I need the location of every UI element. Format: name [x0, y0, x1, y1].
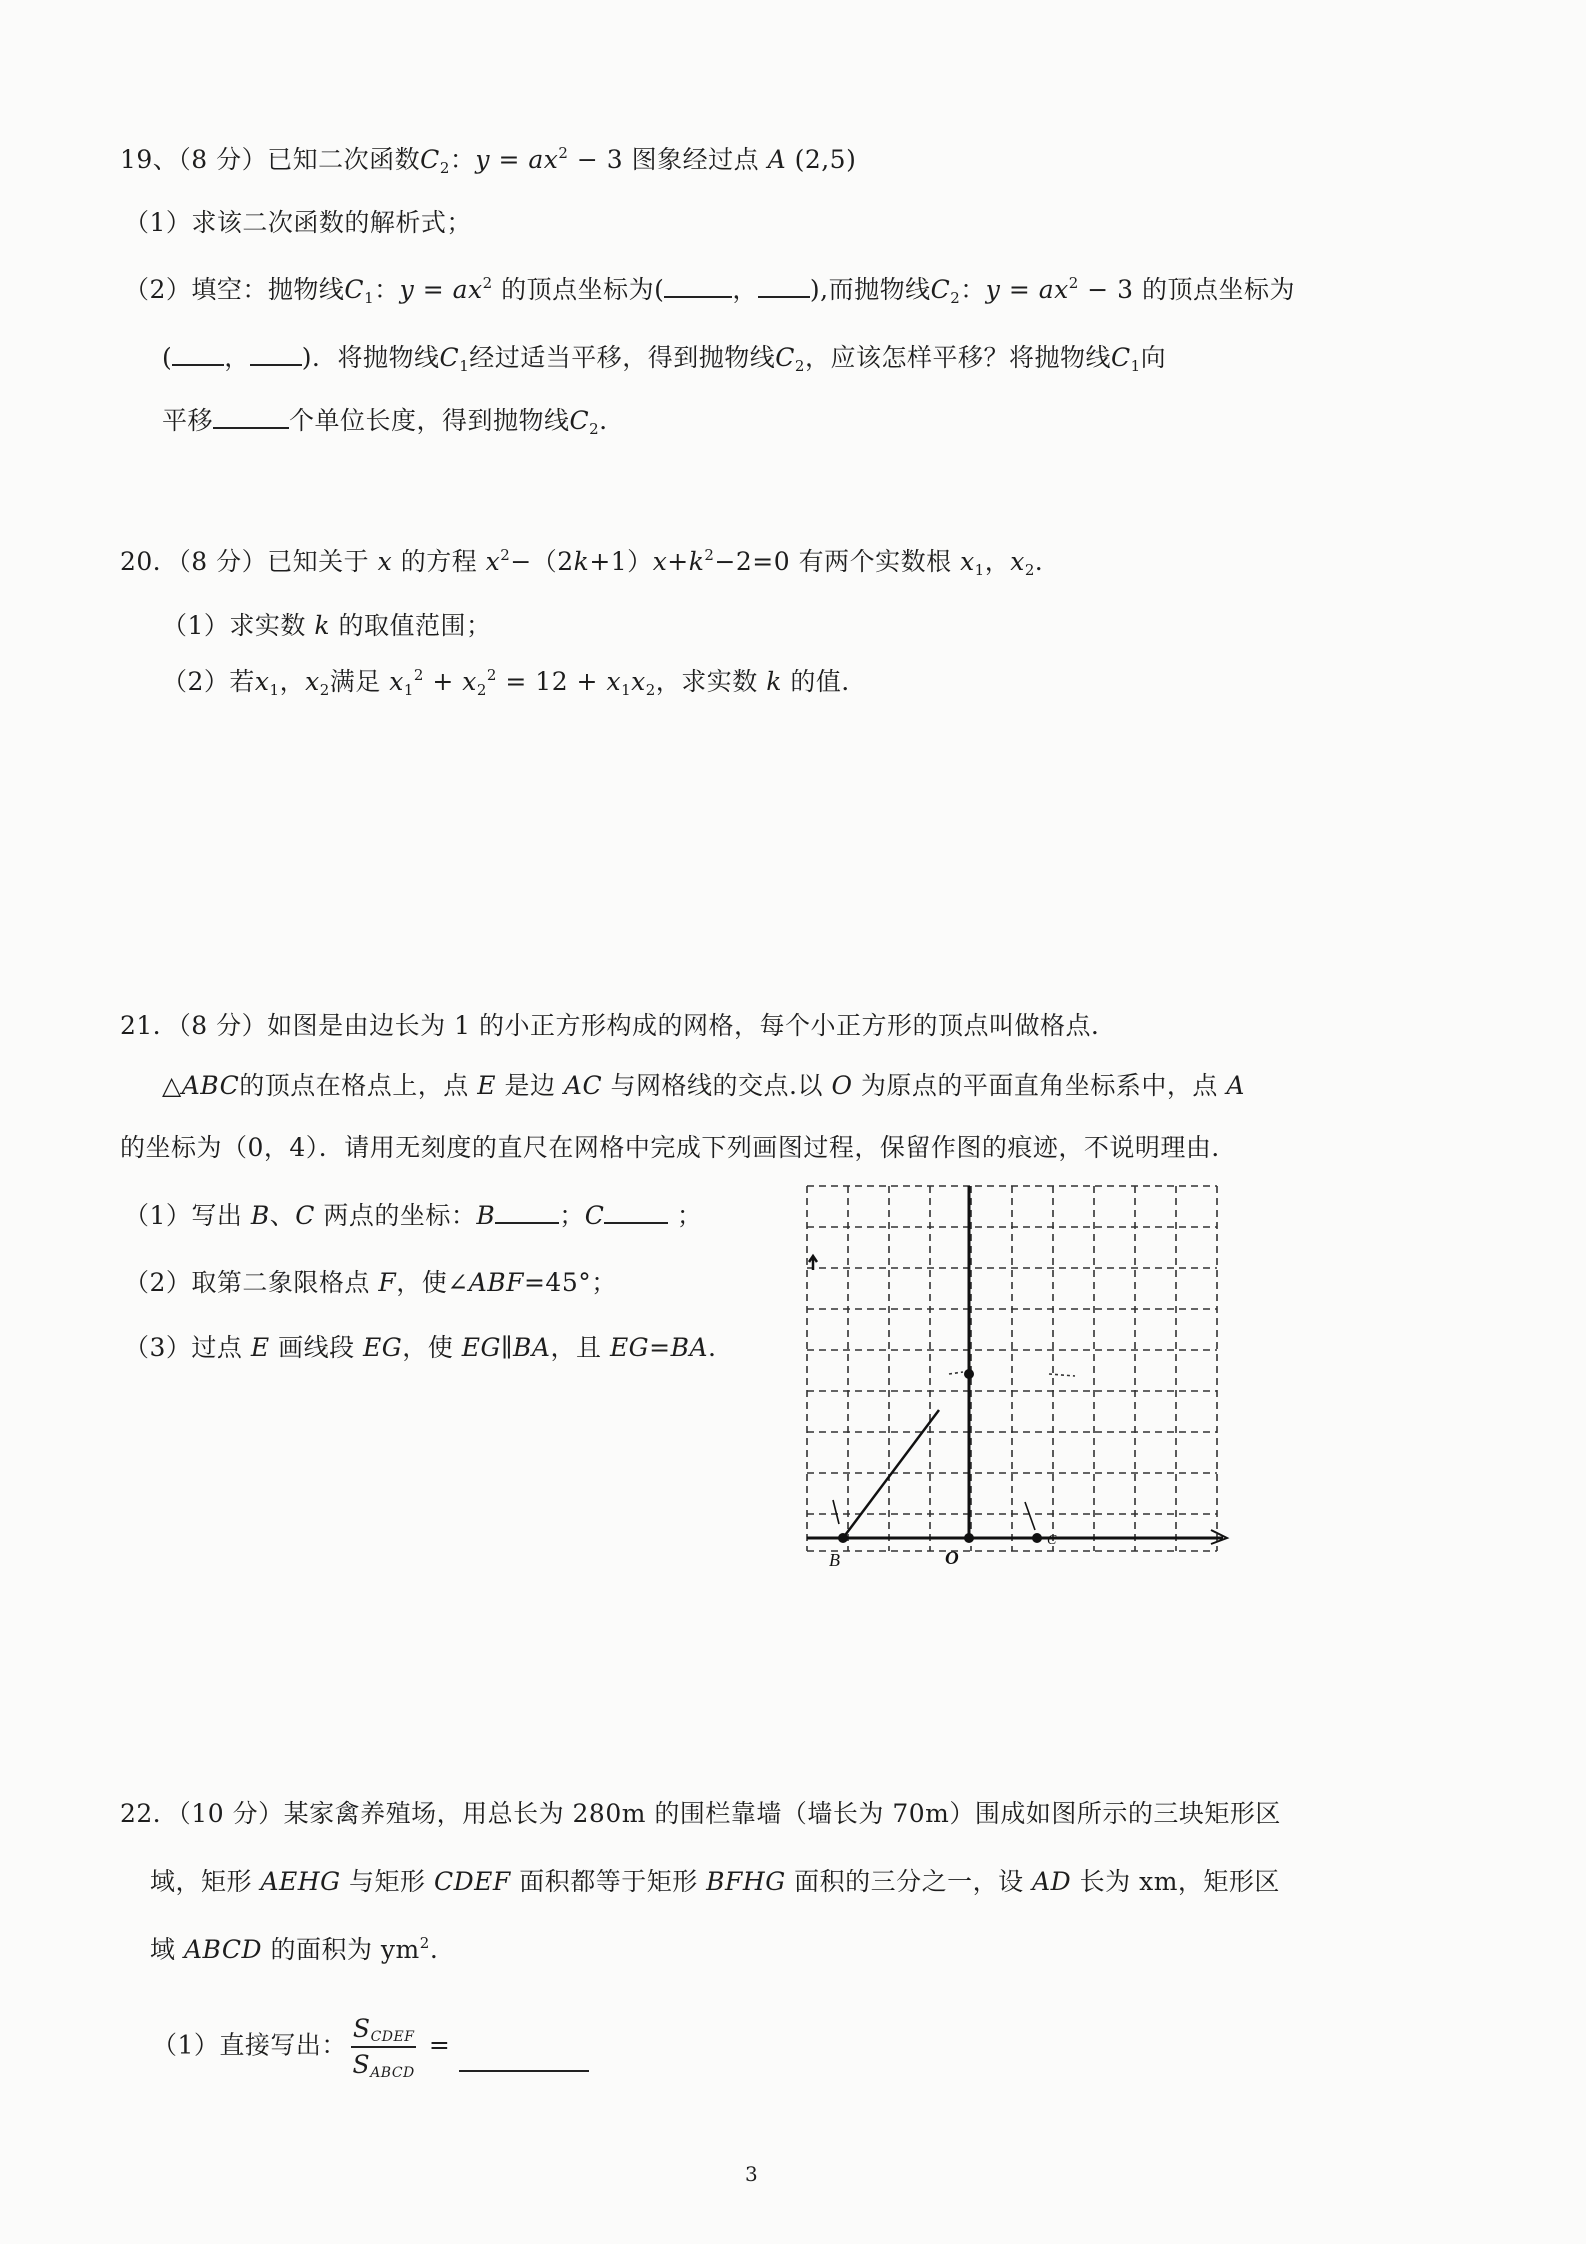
q21-part3: （3）过点 E 画线段 EG，使 EG∥BA，且 EG=BA．: [124, 1333, 734, 1362]
tick-mark-b: [833, 1500, 839, 1524]
page-number: 3: [745, 2162, 758, 2186]
coordinate-grid[interactable]: [803, 1178, 1243, 1583]
point-o[interactable]: [964, 1533, 974, 1543]
answer-blank[interactable]: [604, 1200, 668, 1224]
q21-part1: （1）写出 B、C 两点的坐标：B ；C ；: [124, 1201, 703, 1230]
q20-part1: （1）求实数 k 的取值范围；: [162, 611, 492, 640]
q21-line3: 的坐标为（0，4）．请用无刻度的直尺在网格中完成下列画图过程，保留作图的痕迹，不说明理由．: [120, 1133, 1237, 1162]
point-b[interactable]: [838, 1533, 848, 1543]
q21-part2: （2）取第二象限格点 F，使∠ABF=45°；: [124, 1268, 617, 1297]
q19-heading: 19、（8 分）已知二次函数$C_2$：$y = ax^2 - 3$ 图象经过点 A (2,5): [120, 144, 857, 177]
q22-heading: 22．（10 分）某家禽养殖场，用总长为 280m 的围栏靠墙（墙长为 70m）围成如图所示的三块矩形区: [120, 1799, 1281, 1828]
q22-line3: 域 ABCD 的面积为 $ym^2$.: [150, 1934, 439, 1964]
q19-line4: 平移 个单位长度，得到抛物线$C_2$．: [162, 406, 625, 438]
point-c[interactable]: [1032, 1533, 1042, 1543]
q20-heading: 20．（8 分）已知关于 x 的方程 $x^2-(2k+1)x+k^2-2=0$ 有两个实数根 $x_1$，$x_2$．: [120, 546, 1061, 579]
q22-line2: 域，矩形 AEHG 与矩形 CDEF 面积都等于矩形 BFHG 面积的三分之一，设 AD 长为 xm，矩形区: [150, 1867, 1280, 1896]
q21-line2: △ABC的顶点在格点上，点 E 是边 AC 与网格线的交点.以 O 为原点的平面直角坐标系中，点 A: [162, 1071, 1245, 1100]
answer-blank[interactable]: [250, 342, 302, 366]
label-c: C: [1047, 1533, 1057, 1548]
answer-blank[interactable]: [459, 2048, 589, 2072]
q20-part2: （2）若$x_1$，$x_2$满足 $x_1^2 + x_2^2 = 12 + x_1x_2$，求实数 k 的值．: [162, 666, 867, 699]
label-o: O: [945, 1548, 959, 1569]
sketch-dash-2: [1049, 1374, 1075, 1376]
point-a[interactable]: [964, 1369, 974, 1379]
q19-line3: ( ， )．将抛物线$C_1$经过适当平移，得到抛物线$C_2$，应该怎样平移？将抛物线$C_1$向: [162, 343, 1167, 375]
tick-mark-c: [1025, 1502, 1035, 1530]
answer-blank[interactable]: [213, 405, 289, 429]
q21-heading: 21．（8 分）如图是由边长为 1 的小正方形构成的网格，每个小正方形的顶点叫做格点．: [120, 1011, 1117, 1040]
answer-blank[interactable]: [172, 342, 224, 366]
answer-blank[interactable]: [664, 274, 732, 298]
q19-part2: （2）填空：抛物线$C_1$：$y = ax^2$ 的顶点坐标为( ， ),而抛物线$C_2$：$y = ax^2 - 3$ 的顶点坐标为: [124, 274, 1296, 307]
segment-ba: [843, 1410, 939, 1538]
label-b: B: [829, 1550, 840, 1570]
answer-blank[interactable]: [758, 274, 810, 298]
area-ratio-fraction: $\frac{S_{CDEF}}{S_{ABCD}}$: [352, 2014, 415, 2081]
q19-part1: （1）求该二次函数的解析式；: [124, 208, 472, 237]
grid-lines: [807, 1186, 1217, 1551]
answer-blank[interactable]: [495, 1200, 559, 1224]
q22-part1: （1）直接写出： $\frac{S_{CDEF}}{S_{ABCD}}$ =: [152, 2014, 589, 2080]
sketch-dash-a: [949, 1372, 963, 1374]
